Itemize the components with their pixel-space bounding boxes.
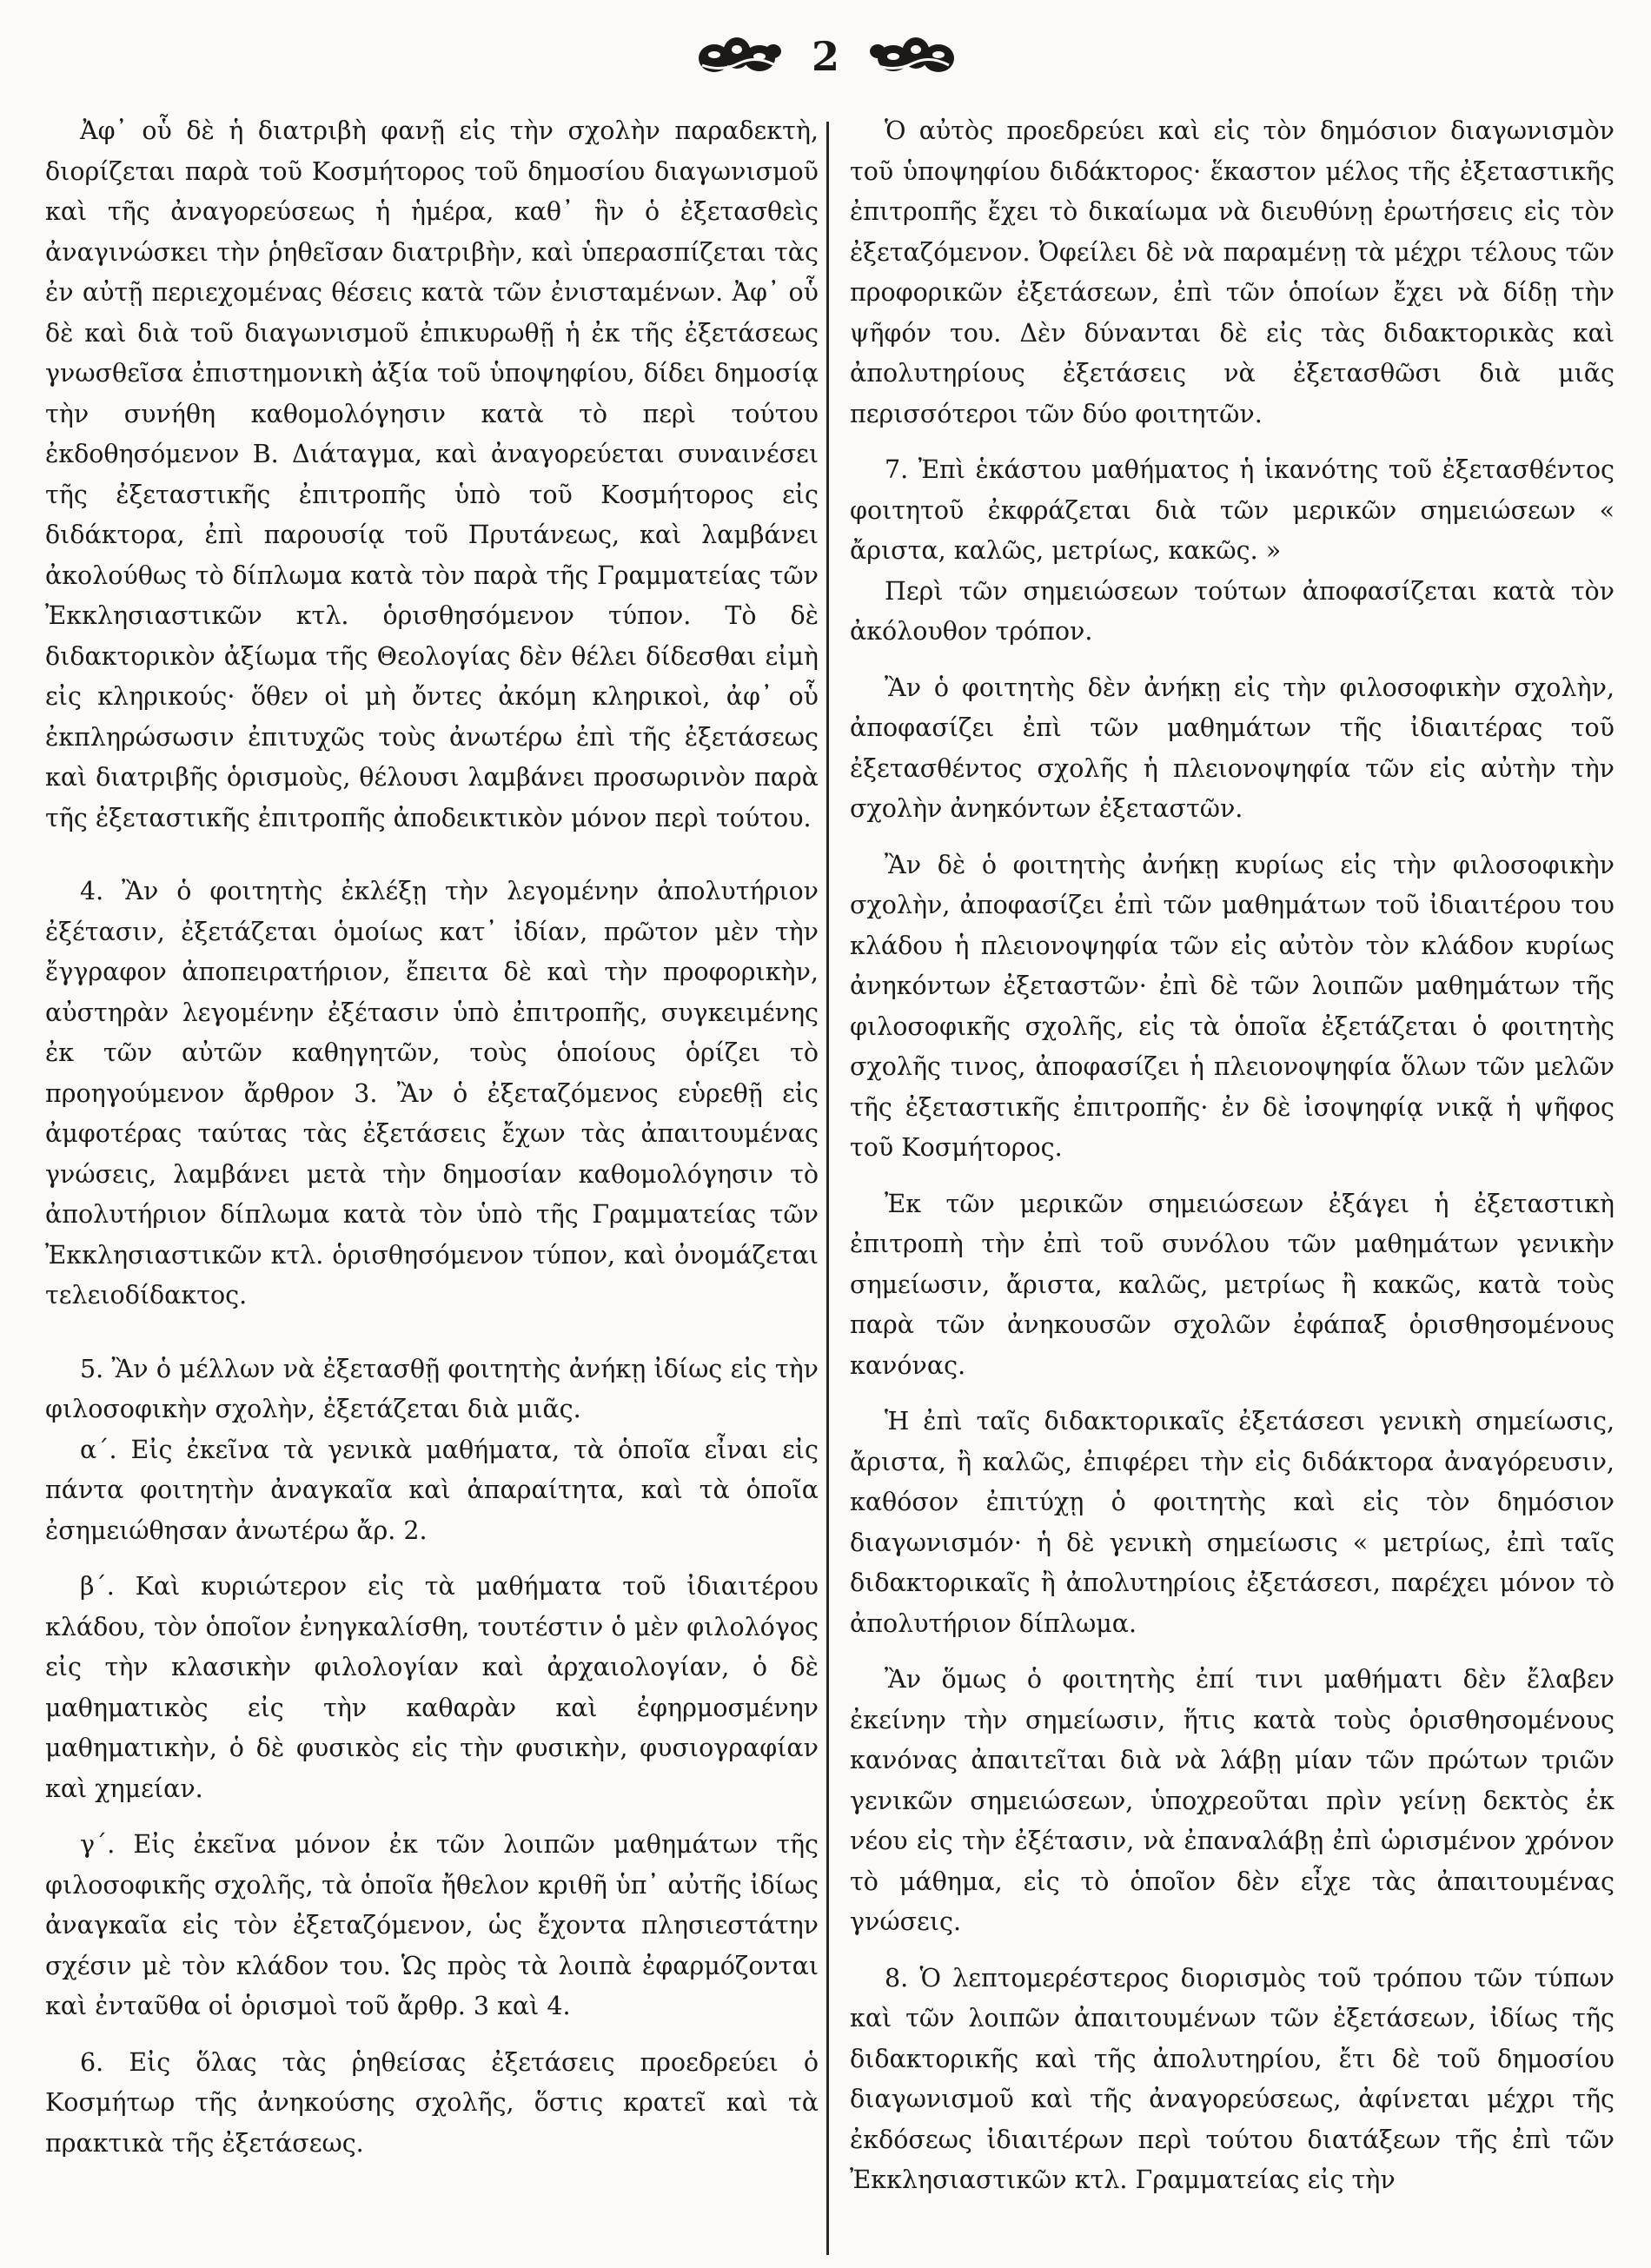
article-6: 6. Εἰς ὅλας τὰς ῥηθείσας ἐξετάσεις προεδρεύει ὁ Κοσμήτωρ τῆς ἀνηκούσης σχολῆς, ὅστις κρατεῖ καὶ τὰ πρακτικὰ τῆς ἐξετάσεως. xyxy=(45,2047,819,2158)
paragraph: Ἂν ὁ φοιτητὴς δὲν ἀνήκῃ εἰς τὴν φιλοσοφικὴν σχολὴν, ἀποφασίζει ἐπὶ τῶν μαθημάτων τῆς ἰδιαιτέρας τοῦ ἐξετασθέντος σχολῆς ἡ πλειονοψηφία τῶν εἰς αὐτὴν τὴν σχολὴν ἀνηκόντων ἐξεταστῶν. xyxy=(850,673,1615,823)
article-5-item-b: β΄. Καὶ κυριώτερον εἰς τὰ μαθήματα τοῦ ἰδιαιτέρου κλάδου, τὸν ὁποῖον ἐνηγκαλίσθη, τουτέστιν ὁ μὲν φιλολόγος εἰς τὴν κλασικὴν φιλολογίαν καὶ ἀρχαιολογίαν, ὁ δὲ μαθηματικὸς εἰς τὴν καθαρὰν καὶ ἐφηρμοσμένην μαθηματικὴν, ὁ δὲ φυσικὸς εἰς τὴν φυσικὴν, φυσιογραφίαν καὶ χημείαν. xyxy=(45,1572,819,1803)
right-column xyxy=(850,111,1615,2201)
page-number: 2 xyxy=(811,33,839,80)
paragraph: Ὁ αὐτὸς προεδρεύει καὶ εἰς τὸν δημόσιον διαγωνισμὸν τοῦ ὑποψηφίου διδάκτορος· ἕκαστον μέλος τῆς ἐξεταστικῆς ἐπιτροπῆς ἔχει τὸ δικαίωμα νὰ διευθύνῃ ἐρωτήσεις εἰς τὸν ἐξεταζόμενον. Ὀφείλει δὲ νὰ παραμένῃ τὰ μέχρι τέλους τῶν προφορικῶν ἐξετάσεων, ἐπὶ τῶν ὁποίων ἔχει νὰ δίδῃ τὴν ψῆφόν του. Δὲν δύνανται δὲ εἰς τὰς διδακτορικὰς καὶ ἀπολυτηρίους ἐξετάσεις νὰ ἐξετασθῶσι διὰ μιᾶς περισσότεροι τῶν δύο φοιτητῶν. xyxy=(850,116,1615,428)
paragraph: Ἐκ τῶν μερικῶν σημειώσεων ἐξάγει ἡ ἐξεταστικὴ ἐπιτροπὴ τὴν ἐπὶ τοῦ συνόλου τῶν μαθημάτων γενικὴν σημείωσιν, ἄριστα, καλῶς, μετρίως ἢ κακῶς, κατὰ τοὺς παρὰ τῶν ἀνηκουσῶν σχολῶν ἐφάπαξ ὁρισθησομένους κανόνας. xyxy=(850,1189,1615,1380)
left-column xyxy=(45,111,819,2164)
floral-ornament-icon xyxy=(869,32,956,81)
paragraph: Ἂν δὲ ὁ φοιτητὴς ἀνήκῃ κυρίως εἰς τὴν φιλοσοφικὴν σχολὴν, ἀποφασίζει ἐπὶ τῶν μαθημάτων τοῦ ἰδιαιτέρου του κλάδου ἡ πλειονοψηφία τῶν εἰς αὐτὸν τὸν κλάδον κυρίως ἀνηκόντων ἐξεταστῶν· ἐπὶ δὲ τῶν λοιπῶν μαθημάτων τῆς φιλοσοφικῆς σχολῆς, εἰς τὰ ὁποῖα ἐξετάζεται ὁ φοιτητὴς σχολῆς τινος, ἀποφασίζει ἡ πλειονοψηφία ὅλων τῶν μελῶν τῆς ἐξεταστικῆς ἐπιτροπῆς· ἐν δὲ ἰσοψηφίᾳ νικᾷ ἡ ψῆφος τοῦ Κοσμήτορος. xyxy=(850,850,1615,1162)
article-5: 5. Ἂν ὁ μέλλων νὰ ἐξετασθῇ φοιτητὴς ἀνήκῃ ἰδίως εἰς τὴν φιλοσοφικὴν σχολὴν, ἐξετάζεται διὰ μιᾶς. xyxy=(45,1354,819,1423)
paragraph: Ἀφ᾽ οὗ δὲ ἡ διατριβὴ φανῇ εἰς τὴν σχολὴν παραδεκτὴ, διορίζεται παρὰ τοῦ Κοσμήτορος τοῦ δημοσίου διαγωνισμοῦ καὶ τῆς ἀναγορεύσεως ἡ ἡμέρα, καθ᾽ ἣν ὁ ἐξετασθεὶς ἀναγινώσκει τὴν ῥηθεῖσαν διατριβὴν, καὶ ὑπερασπίζεται τὰς ἐν αὐτῇ περιεχομένας θέσεις κατὰ τῶν ἐνισταμένων. Ἀφ᾽ οὗ δὲ καὶ διὰ τοῦ διαγωνισμοῦ ἐπικυρωθῇ ἡ ἐκ τῆς ἐξετάσεως γνωσθεῖσα ἐπιστημονικὴ ἀξία τοῦ ὑποψηφίου, δίδει δημοσίᾳ τὴν συνήθη καθομολόγησιν κατὰ τὸ περὶ τούτου ἐκδοθησόμενον Β. Διάταγμα, καὶ ἀναγορεύεται συναινέσει τῆς ἐξεταστικῆς ἐπιτροπῆς ὑπὸ τοῦ Κοσμήτορος εἰς διδάκτορα, ἐπὶ παρουσίᾳ τοῦ Πρυτάνεως, καὶ λαμβάνει ἀκολούθως τὸ δίπλωμα κατὰ τὸν παρὰ τῆς Γραμματείας τῶν Ἐκκλησιαστικῶν κτλ. ὁρισθησόμενον τύπον. Τὸ δὲ διδακτορικὸν ἀξίωμα τῆς Θεολογίας δὲν θέλει δίδεσθαι εἰμὴ εἰς κληρικούς· ὅθεν οἱ μὴ ὄντες ἀκόμη κληρικοὶ, ἀφ᾽ οὗ ἐκπληρώσωσιν ἐπιτυχῶς τοὺς ἀνωτέρω ἐπὶ τῆς ἐξετάσεως καὶ διατριβῆς ὁρισμοὺς, θέλουσι λαμβάνει προσωρινὸν παρὰ τῆς ἐξεταστικῆς ἐπιτροπῆς ἀποδεικτικὸν μόνον περὶ τούτου. xyxy=(45,116,819,832)
paragraph: Ἂν ὅμως ὁ φοιτητὴς ἐπί τινι μαθήματι δὲν ἔλαβεν ἐκείνην τὴν σημείωσιν, ἥτις κατὰ τοὺς ὁρισθησομένους κανόνας ἀπαιτεῖται διὰ νὰ λάβῃ μίαν τῶν πρώτων τριῶν γενικῶν σημειώσεων, ὑποχρεοῦται πρὶν γείνῃ δεκτὸς ἐκ νέου εἰς τὴν ἐξέτασιν, νὰ ἐπαναλάβῃ ἐπὶ ὡρισμένον χρόνον τὸ μάθημα, εἰς τὸ ὁποῖον δὲν εἶχε τὰς ἀπαιτουμένας γνώσεις. xyxy=(850,1665,1615,1936)
column-divider xyxy=(826,122,829,2255)
paragraph: Περὶ τῶν σημειώσεων τούτων ἀποφασίζεται κατὰ τὸν ἀκόλουθον τρόπον. xyxy=(850,576,1615,646)
article-7: 7. Ἐπὶ ἑκάστου μαθήματος ἡ ἱκανότης τοῦ ἐξετασθέντος φοιτητοῦ ἐκφράζεται διὰ τῶν μερικῶν σημειώσεων « ἄριστα, καλῶς, μετρίως, κακῶς. » xyxy=(850,455,1615,565)
floral-ornament-icon xyxy=(695,32,782,81)
article-5-item-a: α΄. Εἰς ἐκεῖνα τὰ γενικὰ μαθήματα, τὰ ὁποῖα εἶναι εἰς πάντα φοιτητὴν ἀναγκαῖα καὶ ἀπαραίτητα, καὶ τὰ ὁποῖα ἐσημειώθησαν ἀνωτέρω ἄρ. 2. xyxy=(45,1435,819,1545)
paragraph: Ἡ ἐπὶ ταῖς διδακτορικαῖς ἐξετάσεσι γενικὴ σημείωσις, ἄριστα, ἢ καλῶς, ἐπιφέρει τὴν εἰς διδάκτορα ἀναγόρευσιν, καθόσον ἐπιτύχῃ ὁ φοιτητὴς καὶ εἰς τὸν δημόσιον διαγωνισμόν· ἡ δὲ γενικὴ σημείωσις « μετρίως, ἐπὶ ταῖς διδακτορικαῖς ἢ ἀπολυτηρίοις ἐξετάσεσι, παρέχει μόνον τὸ ἀπολυτήριον δίπλωμα. xyxy=(850,1407,1615,1638)
article-8: 8. Ὁ λεπτομερέστερος διορισμὸς τοῦ τρόπου τῶν τύπων καὶ τῶν λοιπῶν ἀπαιτουμένων τῶν ἐξετάσεων, ἰδίως τῆς διδακτορικῆς καὶ τῆς ἀπολυτηρίου, ἔτι δὲ τοῦ δημοσίου διαγωνισμοῦ καὶ τῆς ἀναγορεύσεως, ἀφίνεται μέχρι τῆς ἐκδόσεως ἰδιαιτέρων περὶ τούτου διατάξεων τῆς ἐπὶ τῶν Ἐκκλησιαστικῶν κτλ. Γραμματείας εἰς τὴν xyxy=(850,1963,1615,2194)
article-5-item-c: γ΄. Εἰς ἐκεῖνα μόνον ἐκ τῶν λοιπῶν μαθημάτων τῆς φιλοσοφικῆς σχολῆς, τὰ ὁποῖα ἤθελον κριθῆ ὑπ᾽ αὐτῆς ἰδίως ἀναγκαῖα εἰς τὸν ἐξεταζόμενον, ὡς ἔχοντα πλησιεστάτην σχέσιν μὲ τὸν κλάδον του. Ὡς πρὸς τὰ λοιπὰ ἐφαρμόζονται καὶ ἐνταῦθα οἱ ὁρισμοὶ τοῦ ἄρθρ. 3 καὶ 4. xyxy=(45,1830,819,2020)
page-header xyxy=(0,26,1651,87)
article-4: 4. Ἂν ὁ φοιτητὴς ἐκλέξῃ τὴν λεγομένην ἀπολυτήριον ἐξέτασιν, ἐξετάζεται ὁμοίως κατ᾽ ἰδίαν, πρῶτον μὲν τὴν ἔγγραφον ἀποπειρατήριον, ἔπειτα δὲ καὶ τὴν προφορικὴν, αὐστηρὰν λεγομένην ἐξέτασιν ὑπὸ ἐπιτροπῆς, συγκειμένης ἐκ τῶν αὐτῶν καθηγητῶν, τοὺς ὁποίους ὁρίζει τὸ προηγούμενον ἄρθρον 3. Ἂν ὁ ἐξεταζόμενος εὑρεθῇ εἰς ἀμφοτέρας ταύτας τὰς ἐξετάσεις ἔχων τὰς ἀπαιτουμένας γνώσεις, λαμβάνει μετὰ τὴν δημοσίαν καθομολόγησιν τὸ ἀπολυτήριον δίπλωμα κατὰ τὸν ὑπὸ τῆς Γραμματείας τῶν Ἐκκλησιαστικῶν κτλ. ὁρισθησόμενον τύπον, καὶ ὀνομάζεται τελειοδίδακτος. xyxy=(45,877,819,1310)
